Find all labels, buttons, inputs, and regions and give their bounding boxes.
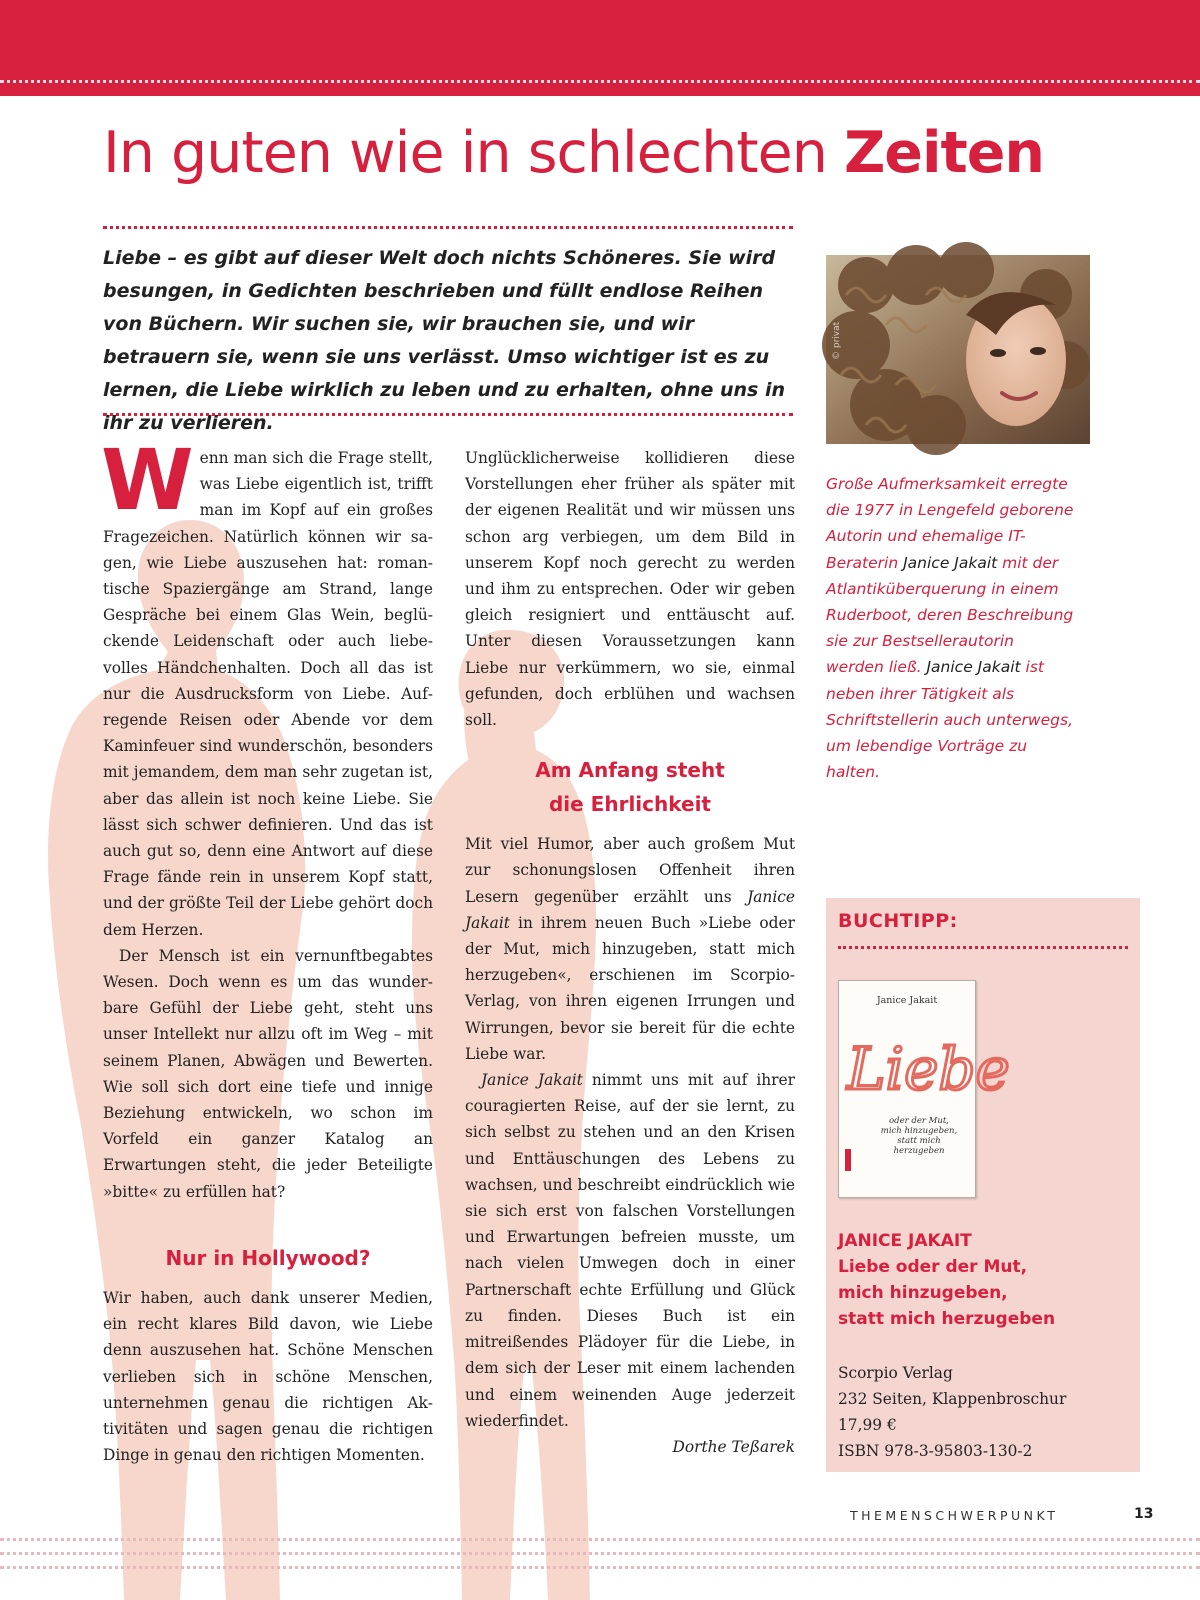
book-title-line: Liebe oder der Mut, (838, 1257, 1028, 1277)
buchtipp-rule (838, 946, 1128, 949)
buchtipp-box (826, 898, 1140, 1472)
bottom-dotted-rule (0, 1552, 1200, 1555)
paragraph-3: Wir haben, auch dank unserer Medien, ein recht klares Bild davon, wie Liebe denn auszusehen hat. Schöne Menschen verlieben sich in schöne Menschen, unternehmen genau die richtigen Aktivitäten und sagen genau die richtigen Dinge in genau den richtigen Momenten. (103, 1288, 433, 1465)
page-title (103, 120, 1044, 186)
svg-text:Liebe: Liebe (847, 1035, 1010, 1103)
paragraph-6: Janice Jakait nimmt uns mit auf ihrer couragierten Reise, auf der sie lernt, zu sich selbst zu stehen und an den Krisen und Enttäuschungen des Lebens zu wachsen, und beschreibt eindrücklich wie sie sich erst von falschen Vorstellungen und Erwartungen befreien musste, um nach vielen Umwegen doch in einer Partnerschaft echte Erfüllung und Glück zu finden. Dieses Buch ist ein mitreißendes Plädoyer für die Liebe, in dem sich der Leser mit einem lachenden und einem weinenden Auge jederzeit wiederfindet. (465, 1071, 795, 1430)
cover-subtitle: oder der Mut, mich hinzugeben, statt mich herzugeben (880, 1116, 958, 1156)
cover-title-script (843, 1031, 1010, 1111)
page-number: 13 (1134, 1506, 1154, 1522)
book-title-line: statt mich herzugeben (838, 1309, 1056, 1329)
article-column-1 (101, 431, 433, 1468)
author-signature: Dorthe Teßarek (672, 1437, 795, 1456)
intro-top-rule (103, 226, 793, 229)
article-column-2 (465, 445, 795, 1460)
author-photo (826, 255, 1090, 444)
footer-section-label: THEMENSCHWERPUNKT (850, 1508, 1059, 1523)
title-light: In guten wie in schlechten (103, 120, 827, 186)
intro-lead: Liebe – es gibt auf dieser Welt doch nichts Schöneres. Sie wird besungen, in Gedichten beschrieben und füllt endlose Reihen von Büchern. Wir suchen sie, wir brauchen sie, und wir betrauern sie, wenn sie uns verlässt. Umso wichtiger ist es zu lernen, die Liebe wirklich zu leben und zu erhalten, ohne uns in ihr zu verlieren. (103, 247, 786, 434)
book-author: JANICE JAKAIT (838, 1231, 972, 1251)
book-cover (838, 980, 1010, 1198)
paragraph-1: Wenn man sich die Frage stellt, was Liebe eigentlich ist, trifft man im Kopf auf ein großes Fragezeichen. Natürlich können wir sagen, wie Liebe auszusehen hat: romantische Spaziergänge am Strand, lange Gespräche bei einem Glas Wein, beglückende Leidenschaft oder auch liebevolles Händchenhalten. Doch all das ist nur die Ausdrucksform von Liebe. Aufregende Reisen oder Abende vor dem Kaminfeuer sind wunderschön, besonders mit jemandem, dem man sehr zugetan ist, aber das allein ist noch keine Liebe. Sie lässt sich schwer definieren. Und das ist auch gut so, denn eine Antwort auf diese Frage fände rein in unserem Kopf statt, und der größte Teil der Liebe gehört doch dem Herzen. (101, 431, 433, 939)
subheading-ehrlichkeit: Am Anfang steht die Ehrlichkeit (535, 758, 725, 817)
intro-bottom-rule (103, 413, 793, 416)
top-dotted-rule (0, 80, 1200, 83)
bottom-dotted-rule (0, 1566, 1200, 1569)
book-isbn: ISBN 978-3-95803-130-2 (838, 1442, 1033, 1460)
subheading-hollywood: Nur in Hollywood? (165, 1245, 371, 1270)
buchtipp-heading: BUCHTIPP: (838, 910, 958, 932)
cover-publisher-mark (845, 1149, 851, 1171)
photo-credit: © privat (832, 321, 842, 360)
paragraph-4: Unglücklicherweise kollidieren diese Vorstellungen eher früher als später mit der eigenen Realität und wir müssen uns schon arg verbiegen, um dem Bild in unserem Kopf noch gerecht zu werden und ihm zu entsprechen. Oder wir geben gleich resigniert und enttäuscht auf. Unter diesen Voraussetzungen kann Liebe nur verkümmern, wo sie, einmal gefunden, doch erblühen und wachsen soll. (465, 449, 795, 730)
paragraph-2: Der Mensch ist ein vernunftbegabtes Wesen. Doch wenn es um das wunderbare Gefühl der Liebe geht, steht uns unser Intellekt nur allzu oft im Weg – mit seinem Planen, Abwägen und Bewerten. Wie soll sich dort eine tiefe und innige Beziehung entwickeln, wo schon im Vorfeld ein ganzer Katalog an Erwartungen steht, die jeder Beteiligte »bitte« zu erfüllen hat? (103, 946, 433, 1201)
drop-cap: W (101, 431, 194, 529)
paragraph-5: Mit viel Humor, aber auch großem Mut zur schonungslosen Offenheit ihren Lesern gegenüber erzählt uns Janice Jakait in ihrem neuen Buch »Liebe oder der Mut, mich hinzugeben, statt mich herzugeben«, erschienen im Scorpio-Verlag, von ihren eigenen Irrungen und Wirrungen, bevor sie bereit für die echte Liebe war. (465, 835, 795, 1063)
book-title-line: mich hinzugeben, (838, 1283, 1008, 1303)
top-color-band (0, 0, 1200, 96)
book-info-heading (838, 1228, 1055, 1332)
bottom-dotted-rule (0, 1538, 1200, 1541)
cover-author: Janice Jakait (876, 995, 938, 1006)
book-details (838, 1360, 1066, 1464)
book-publisher: Scorpio Verlag (838, 1364, 953, 1382)
book-price: 17,99 € (838, 1416, 897, 1434)
book-pages: 232 Seiten, Klappenbroschur (838, 1390, 1067, 1408)
photo-caption: Große Aufmerksamkeit erregte die 1977 in Lengefeld geborene Autorin und ehemalige IT-Beraterin Janice Jakait mit der Atlantiküberquerung in einem Ruderboot, deren Beschreibung sie zur Bestsellerautorin werden ließ. Janice Jakait ist neben ihrer Tätigkeit als Schriftstellerin auch unterwegs, um lebendige Vorträge zu halten. (826, 475, 1074, 782)
title-bold: Zeiten (843, 120, 1044, 186)
